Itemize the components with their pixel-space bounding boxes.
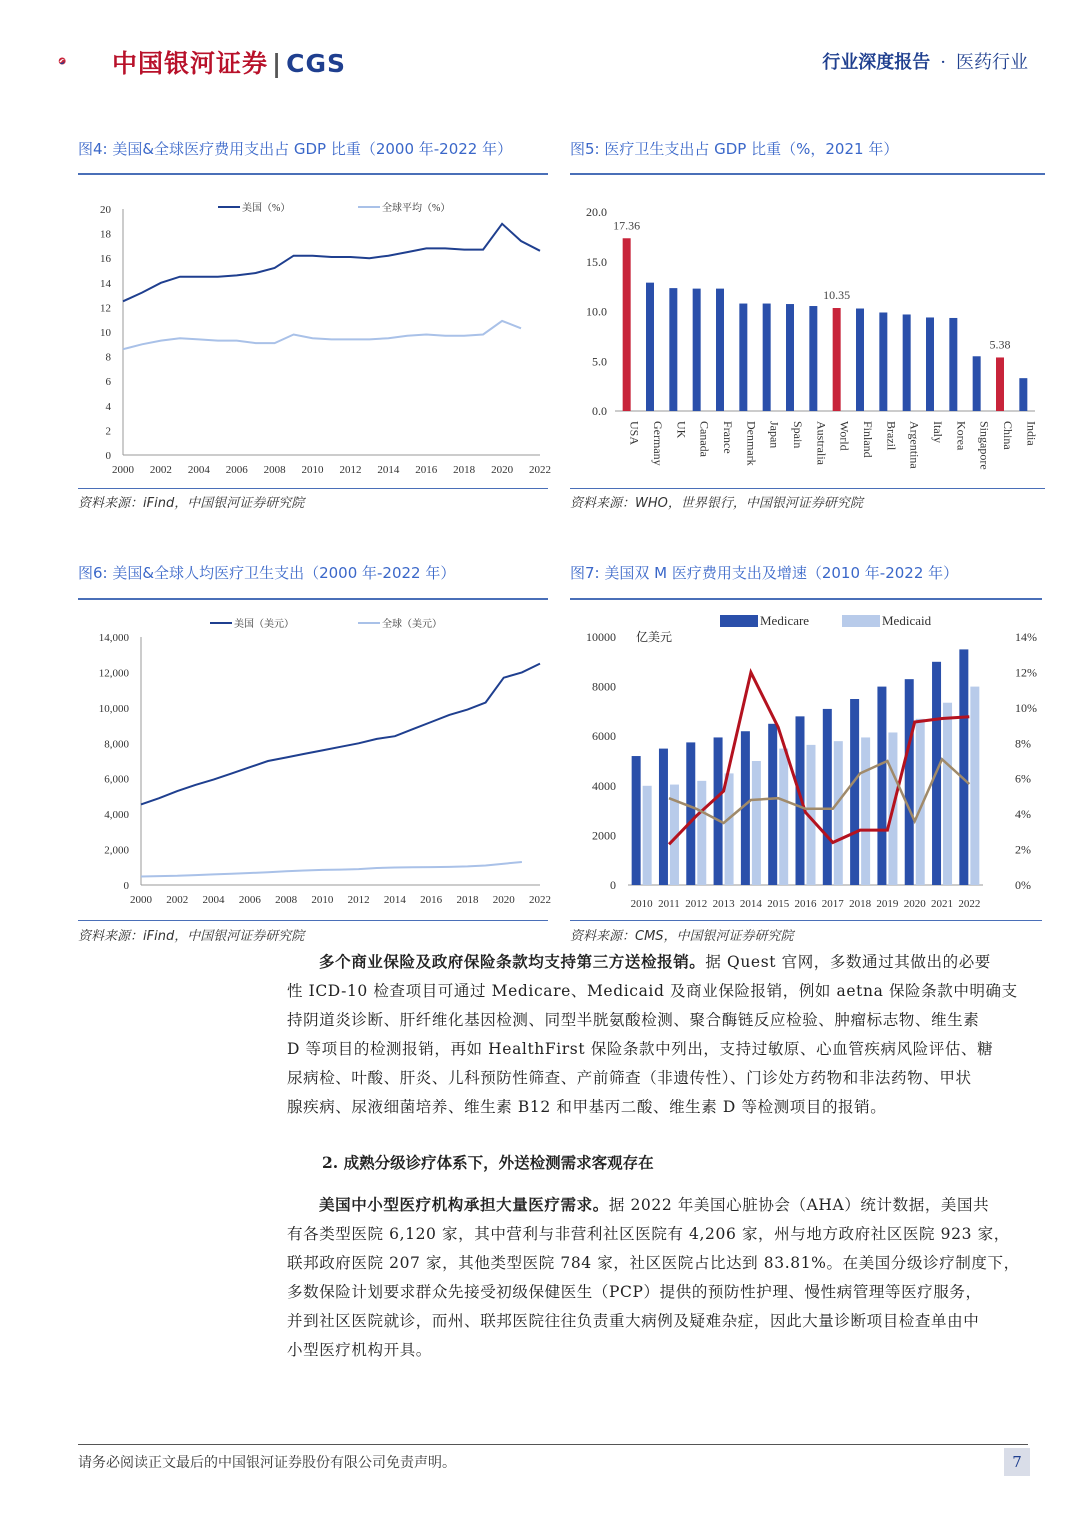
- bar: [996, 357, 1004, 411]
- fig5-title: 图5: 医疗卫生支出占 GDP 比重（%，2021 年）: [570, 140, 899, 158]
- y2-tick-label: 2%: [1015, 842, 1031, 857]
- y2-tick-label: 14%: [1015, 630, 1037, 644]
- y-tick-label: 20: [100, 204, 111, 216]
- y-tick-label: 14,000: [98, 632, 129, 644]
- report-category: 行业深度报告 · 医药行业: [822, 52, 1028, 73]
- bar: [879, 312, 887, 411]
- y-tick-label: 10000: [586, 630, 616, 644]
- x-tick-label: 2006: [225, 464, 248, 476]
- para2-line: 并到社区医院就诊，而州、联邦医院往往负责重大病例及疑难杂症，因此大量诊断项目检查单由中: [287, 1312, 980, 1330]
- x-tick-label: 2006: [238, 894, 261, 906]
- fig7-source: 资料来源：CMS，中国银河证券研究院: [570, 929, 794, 944]
- fig5-chart: [570, 178, 1045, 486]
- fig4-bottom-rule: [78, 488, 548, 489]
- x-tick-label: 2022: [529, 464, 551, 476]
- x-tick-label: 2018: [456, 894, 479, 906]
- bar-medicare: [850, 699, 859, 885]
- data-label: 5.38: [989, 337, 1011, 352]
- paragraph-third-party-insurance: [287, 947, 1032, 1122]
- fig6-chart: [78, 603, 551, 917]
- x-tick-label: 2014: [383, 894, 406, 906]
- x-tick-label: 2002: [149, 464, 172, 476]
- bar: [716, 289, 724, 411]
- y-tick-label: 10: [100, 327, 111, 339]
- x-tick-label: 2020: [492, 894, 515, 906]
- x-tick-label: India: [1024, 421, 1039, 446]
- bar: [623, 238, 631, 411]
- x-tick-label: 2000: [112, 464, 134, 476]
- para1-lead: 多个商业保险及政府保险条款均支持第三方送检报销。: [319, 952, 706, 971]
- fig7-chart: [570, 603, 1042, 917]
- footer-rule: [78, 1444, 1028, 1445]
- x-tick-label: Japan: [767, 421, 782, 449]
- x-tick-label: Canada: [697, 421, 712, 457]
- fig4-top-rule: [78, 173, 548, 175]
- bar: [926, 317, 934, 411]
- y-tick-label: 14: [100, 277, 111, 290]
- y2-tick-label: 12%: [1015, 665, 1037, 680]
- x-tick-label: China: [1001, 421, 1015, 450]
- bar-medicare: [768, 724, 777, 885]
- y-tick-label: 10.0: [586, 304, 607, 319]
- bar-medicaid: [834, 741, 843, 885]
- y-tick-label: 8,000: [104, 738, 129, 751]
- y2-tick-label: 6%: [1015, 771, 1031, 786]
- data-label: 10.35: [823, 288, 851, 303]
- x-tick-label: 2018: [849, 898, 872, 910]
- x-tick-label: USA: [627, 421, 642, 446]
- y-tick-label: 4,000: [104, 809, 129, 822]
- x-tick-label: 2016: [420, 894, 443, 906]
- bar-medicare: [714, 737, 723, 885]
- company-name: 中国银河证券 | CGS: [112, 49, 347, 78]
- y-tick-label: 5.0: [592, 354, 607, 369]
- fig7-bottom-rule: [570, 920, 1042, 921]
- y-tick-label: 2000: [592, 828, 616, 843]
- section-heading: 2. 成熟分级诊疗体系下，外送检测需求客观存在: [322, 1153, 654, 1172]
- fig4-chart: [78, 178, 551, 486]
- x-tick-label: 2008: [275, 894, 298, 906]
- bar: [763, 304, 771, 411]
- y-tick-label: 4: [105, 400, 111, 413]
- para2-line: 有各类型医院 6,120 家，其中营利与非营利社区医院有 4,206 家，州与地方政府社区医院 923 家，: [287, 1225, 1010, 1243]
- y-tick-label: 6,000: [104, 773, 129, 786]
- bar: [949, 318, 957, 411]
- bar-medicare: [959, 649, 968, 885]
- fig6-bottom-rule: [78, 920, 548, 921]
- x-tick-label: 2012: [685, 898, 708, 910]
- bar-medicare: [632, 756, 641, 885]
- x-tick-label: 2020: [903, 898, 926, 910]
- footer-disclaimer: 请务必阅读正文最后的中国银河证券股份有限公司免责声明。: [78, 1455, 456, 1471]
- para1-line: 持阴道炎诊断、肝纤维化基因检测、同型半胱氨酸检测、聚合酶链反应检验、肿瘤标志物、维生素: [287, 1011, 980, 1029]
- y2-tick-label: 8%: [1015, 736, 1031, 751]
- para1-line: 尿病检、叶酸、肝炎、儿科预防性筛查、产前筛查（非遗传性）、门诊处方药物和非法药物、甲状: [287, 1069, 972, 1087]
- para1-line: 性 ICD-10 检查项目可通过 Medicare、Medicaid 及商业保险报销，例如 aetna 保险条款中明确支: [287, 982, 1018, 1000]
- x-tick-label: Australia: [814, 421, 829, 465]
- bar-medicare: [905, 679, 914, 885]
- bar: [646, 283, 654, 411]
- fig6-top-rule: [78, 598, 548, 600]
- legend-label: 全球（美元）: [382, 619, 442, 630]
- bar-medicare: [877, 687, 886, 885]
- bar: [693, 289, 701, 411]
- x-tick-label: 2012: [347, 894, 370, 906]
- legend-swatch: [842, 615, 880, 627]
- bar-medicaid: [861, 737, 870, 885]
- page-number: 7: [1004, 1448, 1030, 1476]
- x-tick-label: Denmark: [744, 421, 759, 466]
- bar-medicare: [659, 749, 668, 885]
- x-tick-label: 2016: [794, 898, 817, 910]
- bar-medicaid: [943, 703, 952, 885]
- para2-line: 小型医疗机构开具。: [287, 1341, 432, 1359]
- series-line: [141, 664, 540, 805]
- y-tick-label: 10,000: [98, 702, 129, 715]
- x-tick-label: 2016: [415, 464, 438, 476]
- y-tick-label: 18: [100, 228, 111, 241]
- x-tick-label: 2022: [958, 898, 981, 910]
- fig5-source: 资料来源：WHO，世界银行，中国银河证券研究院: [570, 496, 863, 511]
- x-tick-label: 2018: [453, 464, 476, 476]
- fig7-title: 图7: 美国双 M 医疗费用支出及增速（2010 年-2022 年）: [570, 564, 959, 582]
- y-tick-label: 8: [105, 351, 111, 364]
- x-tick-label: Singapore: [977, 421, 992, 470]
- x-tick-label: Brazil: [884, 421, 899, 451]
- x-tick-label: 2013: [712, 898, 735, 910]
- legend-label: Medicaid: [882, 613, 932, 628]
- x-tick-label: 2010: [311, 894, 334, 906]
- x-tick-label: 2019: [876, 898, 899, 910]
- y-tick-label: 0: [123, 880, 129, 892]
- x-tick-label: 2014: [377, 464, 400, 476]
- bar: [786, 304, 794, 411]
- legend-label: Medicare: [760, 613, 810, 628]
- x-tick-label: UK: [674, 421, 689, 439]
- paragraph-us-hospitals: [287, 1190, 1032, 1365]
- x-tick-label: 2022: [529, 894, 551, 906]
- x-tick-label: 2021: [931, 898, 954, 910]
- fig6-title: 图6: 美国&全球人均医疗卫生支出（2000 年-2022 年）: [78, 564, 456, 582]
- bar-medicaid: [697, 781, 706, 885]
- y-tick-label: 12,000: [98, 667, 129, 680]
- bar: [903, 314, 911, 411]
- x-tick-label: 2010: [301, 464, 324, 476]
- bar-medicaid: [970, 687, 979, 885]
- x-tick-label: 2014: [739, 898, 762, 910]
- fig7-top-rule: [570, 598, 1042, 600]
- bar-medicaid: [725, 773, 734, 885]
- data-label: 17.36: [613, 218, 641, 233]
- y2-tick-label: 0%: [1015, 878, 1031, 892]
- para2-lead: 美国中小型医疗机构承担大量医疗需求。: [319, 1195, 609, 1214]
- y-tick-label: 4000: [592, 778, 616, 793]
- para1-line: 腺疾病、尿液细菌培养、维生素 B12 和甲基丙二酸、维生素 D 等检测项目的报销。: [287, 1098, 887, 1116]
- bar: [833, 308, 841, 411]
- bar: [809, 306, 817, 411]
- bar-medicaid: [752, 761, 761, 885]
- x-tick-label: 2004: [187, 464, 210, 476]
- fig6-source: 资料来源：iFind，中国银河证券研究院: [78, 929, 305, 944]
- para2-line: 联邦政府医院 207 家，其他类型医院 784 家，社区医院占比达到 83.81%。在美国分级诊疗制度下，: [287, 1254, 1020, 1272]
- bar: [669, 288, 677, 411]
- x-tick-label: France: [721, 421, 735, 454]
- x-tick-label: Spain: [791, 421, 805, 449]
- y-tick-label: 6: [105, 376, 111, 389]
- series-line: [123, 224, 540, 301]
- bar-medicare: [686, 742, 695, 885]
- para1-line: D 等项目的检测报销，再如 HealthFirst 保险条款中列出，支持过敏原、心血管疾病风险评估、糖: [287, 1040, 994, 1058]
- legend-label: 全球平均（%）: [382, 203, 451, 214]
- y-tick-label: 0: [105, 450, 111, 462]
- y-tick-label: 2: [105, 425, 111, 438]
- fig4-title: 图4: 美国&全球医疗费用支出占 GDP 比重（2000 年-2022 年）: [78, 140, 513, 158]
- x-tick-label: 2015: [767, 898, 790, 910]
- x-tick-label: 2010: [630, 898, 653, 910]
- y-tick-label: 15.0: [586, 254, 607, 269]
- para2-line: 多数保险计划要求群众先接受初级保健医生（PCP）提供的预防性护理、慢性病管理等医疗服务，: [287, 1283, 982, 1301]
- series-line: [123, 321, 521, 349]
- bar-medicaid: [779, 749, 788, 885]
- x-tick-label: Germany: [651, 421, 665, 466]
- bar-medicaid: [643, 786, 652, 885]
- x-tick-label: World: [837, 421, 852, 451]
- x-tick-label: 2011: [658, 898, 680, 910]
- x-tick-label: 2002: [166, 894, 189, 906]
- x-tick-label: 2000: [130, 894, 152, 906]
- x-tick-label: 2008: [263, 464, 286, 476]
- y-tick-label: 12: [100, 302, 111, 315]
- y-tick-label: 0: [610, 878, 616, 892]
- x-tick-label: Finland: [861, 421, 875, 458]
- fig4-source: 资料来源：iFind，中国银河证券研究院: [78, 496, 305, 511]
- legend-label: 美国（%）: [242, 203, 291, 214]
- bar: [973, 356, 981, 411]
- x-tick-label: 2020: [491, 464, 514, 476]
- x-tick-label: Argentina: [907, 421, 922, 469]
- x-tick-label: 2004: [202, 894, 225, 906]
- x-tick-label: Italy: [931, 421, 945, 443]
- y-unit-label: 亿美元: [636, 630, 673, 644]
- cgs-logo-icon: [58, 38, 110, 84]
- x-tick-label: 2012: [339, 464, 362, 476]
- bar: [739, 304, 747, 411]
- bar: [856, 309, 864, 411]
- fig5-top-rule: [570, 173, 1045, 175]
- para2-line: 据 2022 年美国心脏协会（AHA）统计数据，美国共: [608, 1196, 990, 1214]
- y2-tick-label: 4%: [1015, 807, 1031, 822]
- fig5-bottom-rule: [570, 488, 1045, 489]
- para1-line: 据 Quest 官网，多数通过其做出的必要: [705, 953, 991, 971]
- y-tick-label: 0.0: [592, 404, 607, 418]
- series-line: [141, 862, 522, 877]
- bar: [1019, 378, 1027, 411]
- legend-swatch: [720, 615, 758, 627]
- x-tick-label: 2017: [821, 898, 844, 910]
- legend-label: 美国（美元）: [234, 619, 294, 630]
- x-tick-label: Korea: [954, 421, 969, 451]
- y-tick-label: 2,000: [104, 844, 129, 857]
- y-tick-label: 6000: [592, 729, 616, 744]
- y-tick-label: 8000: [592, 679, 616, 694]
- y-tick-label: 16: [100, 253, 111, 266]
- y-tick-label: 20.0: [586, 205, 607, 219]
- y2-tick-label: 10%: [1015, 700, 1037, 715]
- bar-medicare: [823, 709, 832, 885]
